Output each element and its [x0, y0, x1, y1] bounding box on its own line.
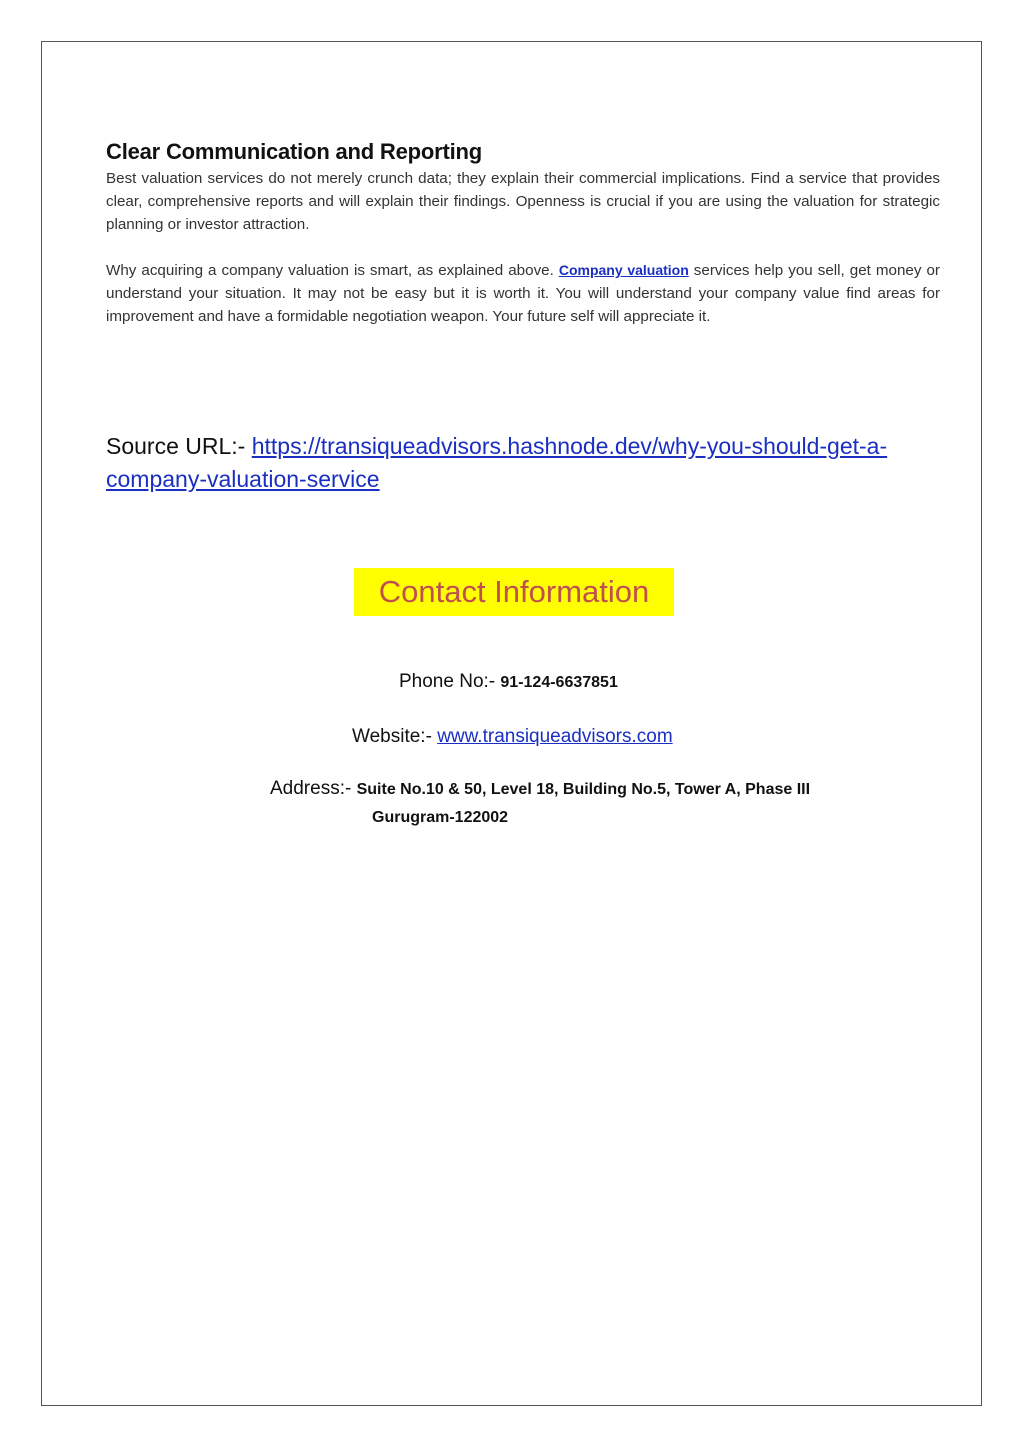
paragraph-reporting: Best valuation services do not merely crunch data; they explain their commercial implications. Find a service that provides clear, comprehensive reports and will explain their findings. Openness is crucial if you are using the valuation for strategic planning or investor attraction.: [106, 170, 940, 233]
phone-value: 91-124-6637851: [500, 674, 618, 691]
section-heading: Clear Communication and Reporting: [106, 139, 482, 164]
paragraph-summary-end: services help you sell, get money or understand your situation. It may not be easy but it is worth it. You will understand your company value find areas for improvement and have a formidable negotiation weapon. Your future self will appreciate it.: [106, 262, 940, 325]
paragraph-summary-start: Why acquiring a company valuation is smart, as explained above.: [106, 262, 559, 279]
page-border: [41, 41, 982, 1406]
company-valuation-link[interactable]: Company valuation: [558, 262, 689, 278]
address-row: [270, 778, 810, 800]
phone-row: [399, 671, 618, 693]
phone-label: Phone No:-: [399, 671, 501, 692]
website-link[interactable]: www.transiqueadvisors.com: [437, 726, 673, 747]
address-line-2: Gurugram-122002: [372, 809, 509, 826]
website-row: [352, 726, 673, 748]
address-line-1: Suite No.10 & 50, Level 18, Building No.5, Tower A, Phase III: [356, 781, 811, 798]
source-url-line: [106, 430, 940, 496]
website-label: Website:-: [352, 726, 438, 747]
address-label: Address:-: [270, 778, 357, 799]
paragraph-summary: [106, 259, 940, 328]
source-url-label: Source URL:-: [106, 433, 252, 459]
contact-information-heading: Contact Information: [354, 568, 674, 616]
source-url-link[interactable]: https://transiqueadvisors.hashnode.dev/why-you-should-get-a-company-valuation-service: [106, 433, 888, 492]
